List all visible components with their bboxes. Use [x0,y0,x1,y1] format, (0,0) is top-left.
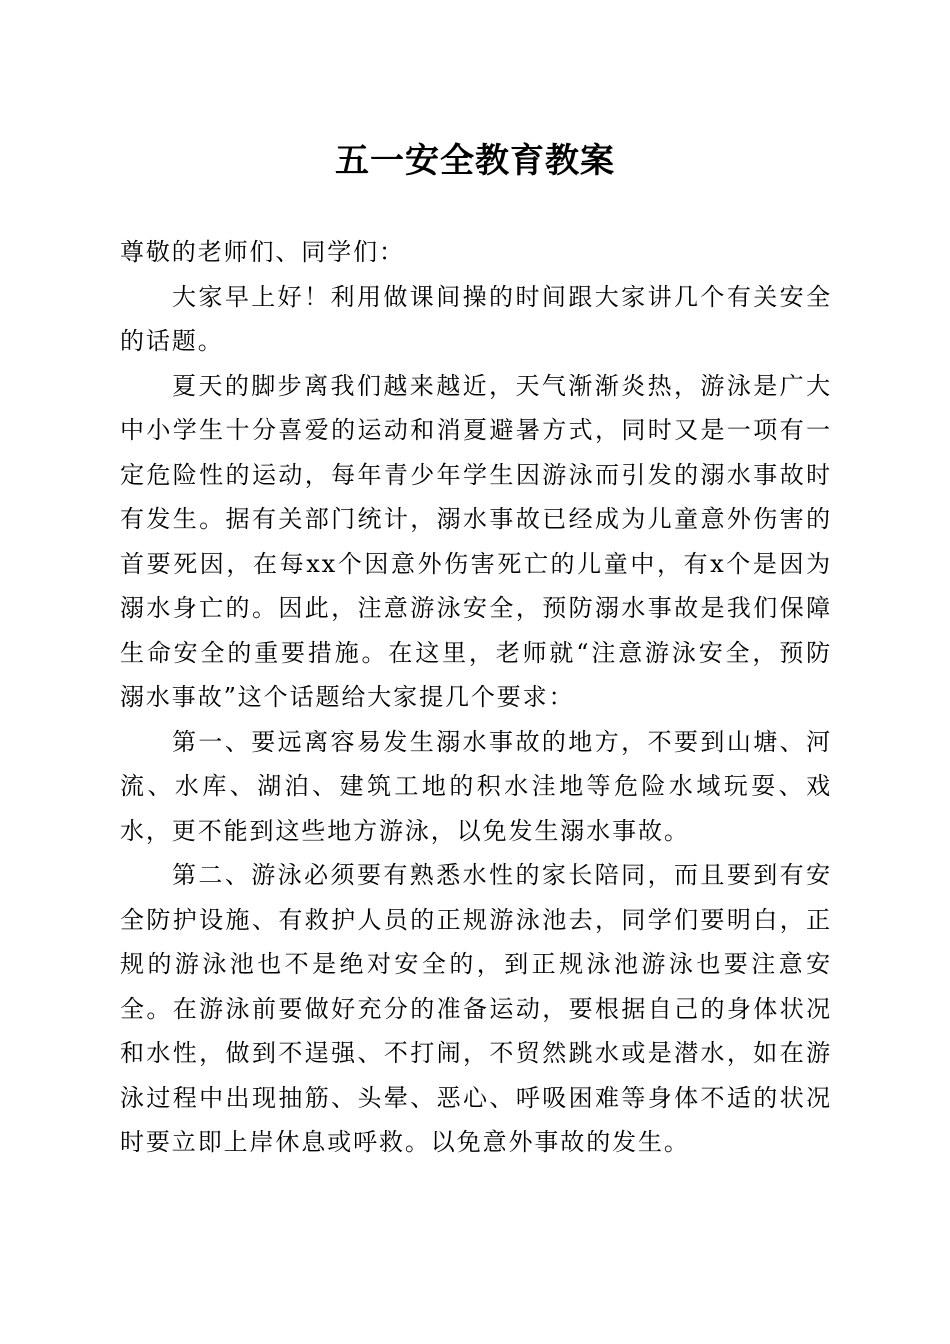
paragraph-requirement-1: 第一、要远离容易发生溺水事故的地方，不要到山塘、河流、水库、湖泊、建筑工地的积水洼地等危险水域玩耍、戏水，更不能到这些地方游泳，以免发生溺水事故。 [120,727,832,845]
document-body [120,230,832,1165]
paragraph-summer-swimming: 夏天的脚步离我们越来越近，天气渐渐炎热，游泳是广大中小学生十分喜爱的运动和消夏避暑方式，同时又是一项有一定危险性的运动，每年青少年学生因游泳而引发的溺水事故时有发生。据有关部门统计，溺水事故已经成为儿童意外伤害的首要死因，在每xx个因意外伤害死亡的儿童中，有x个是因为溺水身亡的。因此，注意游泳安全，预防溺水事故是我们保障生命安全的重要措施。在这里，老师就“注意游泳安全，预防溺水事故”这个话题给大家提几个要求： [120,371,832,711]
paragraph-intro: 大家早上好！利用做课间操的时间跟大家讲几个有关安全的话题。 [120,282,832,355]
greeting: 尊敬的老师们、同学们： [120,238,405,266]
paragraph-requirement-2: 第二、游泳必须要有熟悉水性的家长陪同，而且要到有安全防护设施、有救护人员的正规游泳池去，同学们要明白，正规的游泳池也不是绝对安全的，到正规泳池游泳也要注意安全。在游泳前要做好充分的准备运动，要根据自己的身体状况和水性，做到不逞强、不打闹，不贸然跳水或是潜水，如在游泳过程中出现抽筋、头晕、恶心、呼吸困难等身体不适的状况时要立即上岸休息或呼救。以免意外事故的发生。 [120,861,832,1156]
document-title: 五一安全教育教案 [335,141,615,181]
